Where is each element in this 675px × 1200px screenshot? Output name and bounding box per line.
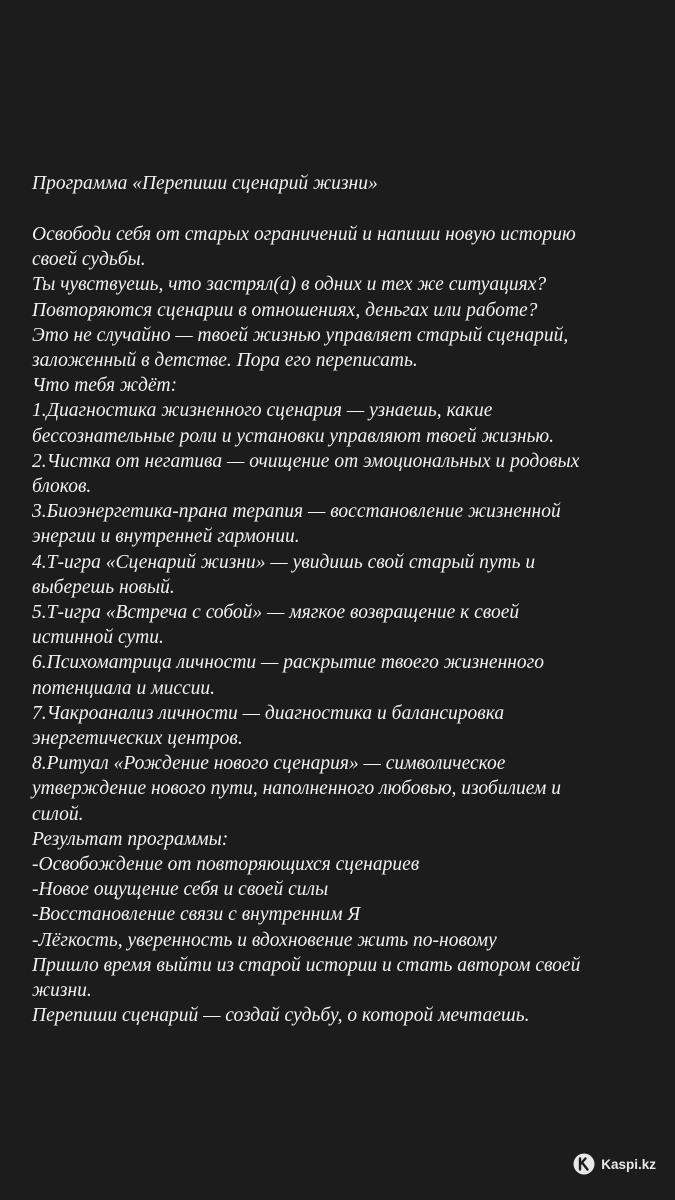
text-line: Результат программы:: [32, 828, 229, 850]
text-line: бессознательные роли и установки управляют твоей жизнью.: [32, 425, 555, 447]
text-line: Перепиши сценарий — создай судьбу, о которой мечтаешь.: [32, 1005, 530, 1027]
text-line: жизни.: [32, 980, 92, 1002]
program-title: Программа «Перепиши сценарий жизни»: [32, 173, 378, 194]
text-line: 5.Т-игра «Встреча с собой» — мягкое возвращение к своей: [32, 602, 520, 624]
text-line: 7.Чакроанализ личности — диагностика и балансировка: [32, 702, 505, 724]
text-line: Ты чувствуешь, что застрял(а) в одних и тех же ситуациях?: [32, 274, 547, 296]
text-line: 1.Диагностика жизненного сценария — узнаешь, какие: [32, 400, 493, 422]
text-line: Освободи себя от старых ограничений и напиши новую историю: [32, 224, 576, 245]
text-line: потенциала и миссии.: [32, 677, 216, 699]
text-line: 6.Психоматрица личности — раскрытие твоего жизненного: [32, 652, 545, 674]
text-line: энергетических центров.: [32, 728, 243, 750]
text-line: -Новое ощущение себя и своей силы: [32, 879, 329, 901]
text-line: -Лёгкость, уверенность и вдохновение жить по-новому: [32, 929, 497, 951]
text-line: -Восстановление связи с внутренним Я: [32, 904, 361, 926]
text-line: 2.Чистка от негатива — очищение от эмоциональных и родовых: [32, 450, 580, 472]
text-line: своей судьбы.: [32, 249, 146, 271]
text-line: блоков.: [32, 476, 92, 498]
watermark-text: Kaspi.kz: [601, 1156, 656, 1172]
program-description: [32, 222, 657, 1029]
text-line: Что тебя ждёт:: [32, 375, 178, 397]
text-line: 4.Т-игра «Сценарий жизни» — увидишь свой старый путь и: [32, 551, 536, 573]
text-line: утверждение нового пути, наполненного любовью, изобилием и: [32, 778, 561, 800]
text-line: выберешь новый.: [32, 576, 175, 598]
text-line: Пришло время выйти из старой истории и стать автором своей: [32, 954, 581, 976]
text-line: -Освобождение от повторяющихся сценариев: [32, 854, 420, 876]
text-line: энергии и внутренней гармонии.: [32, 526, 300, 548]
text-line: Повторяются сценарии в отношениях, деньгах или работе?: [32, 299, 538, 321]
kaspi-watermark: [573, 1151, 656, 1177]
text-line: 8.Ритуал «Рождение нового сценария» — символическое: [32, 753, 506, 775]
text-line: силой.: [32, 803, 84, 825]
kaspi-logo-icon: [573, 1153, 595, 1175]
text-line: истинной сути.: [32, 627, 164, 649]
text-line: Это не случайно — твоей жизнью управляет старый сценарий,: [32, 324, 569, 346]
text-line: заложенный в детстве. Пора его переписать.: [32, 350, 418, 372]
text-line: 3.Биоэнергетика-прана терапия — восстановление жизненной: [32, 501, 561, 523]
